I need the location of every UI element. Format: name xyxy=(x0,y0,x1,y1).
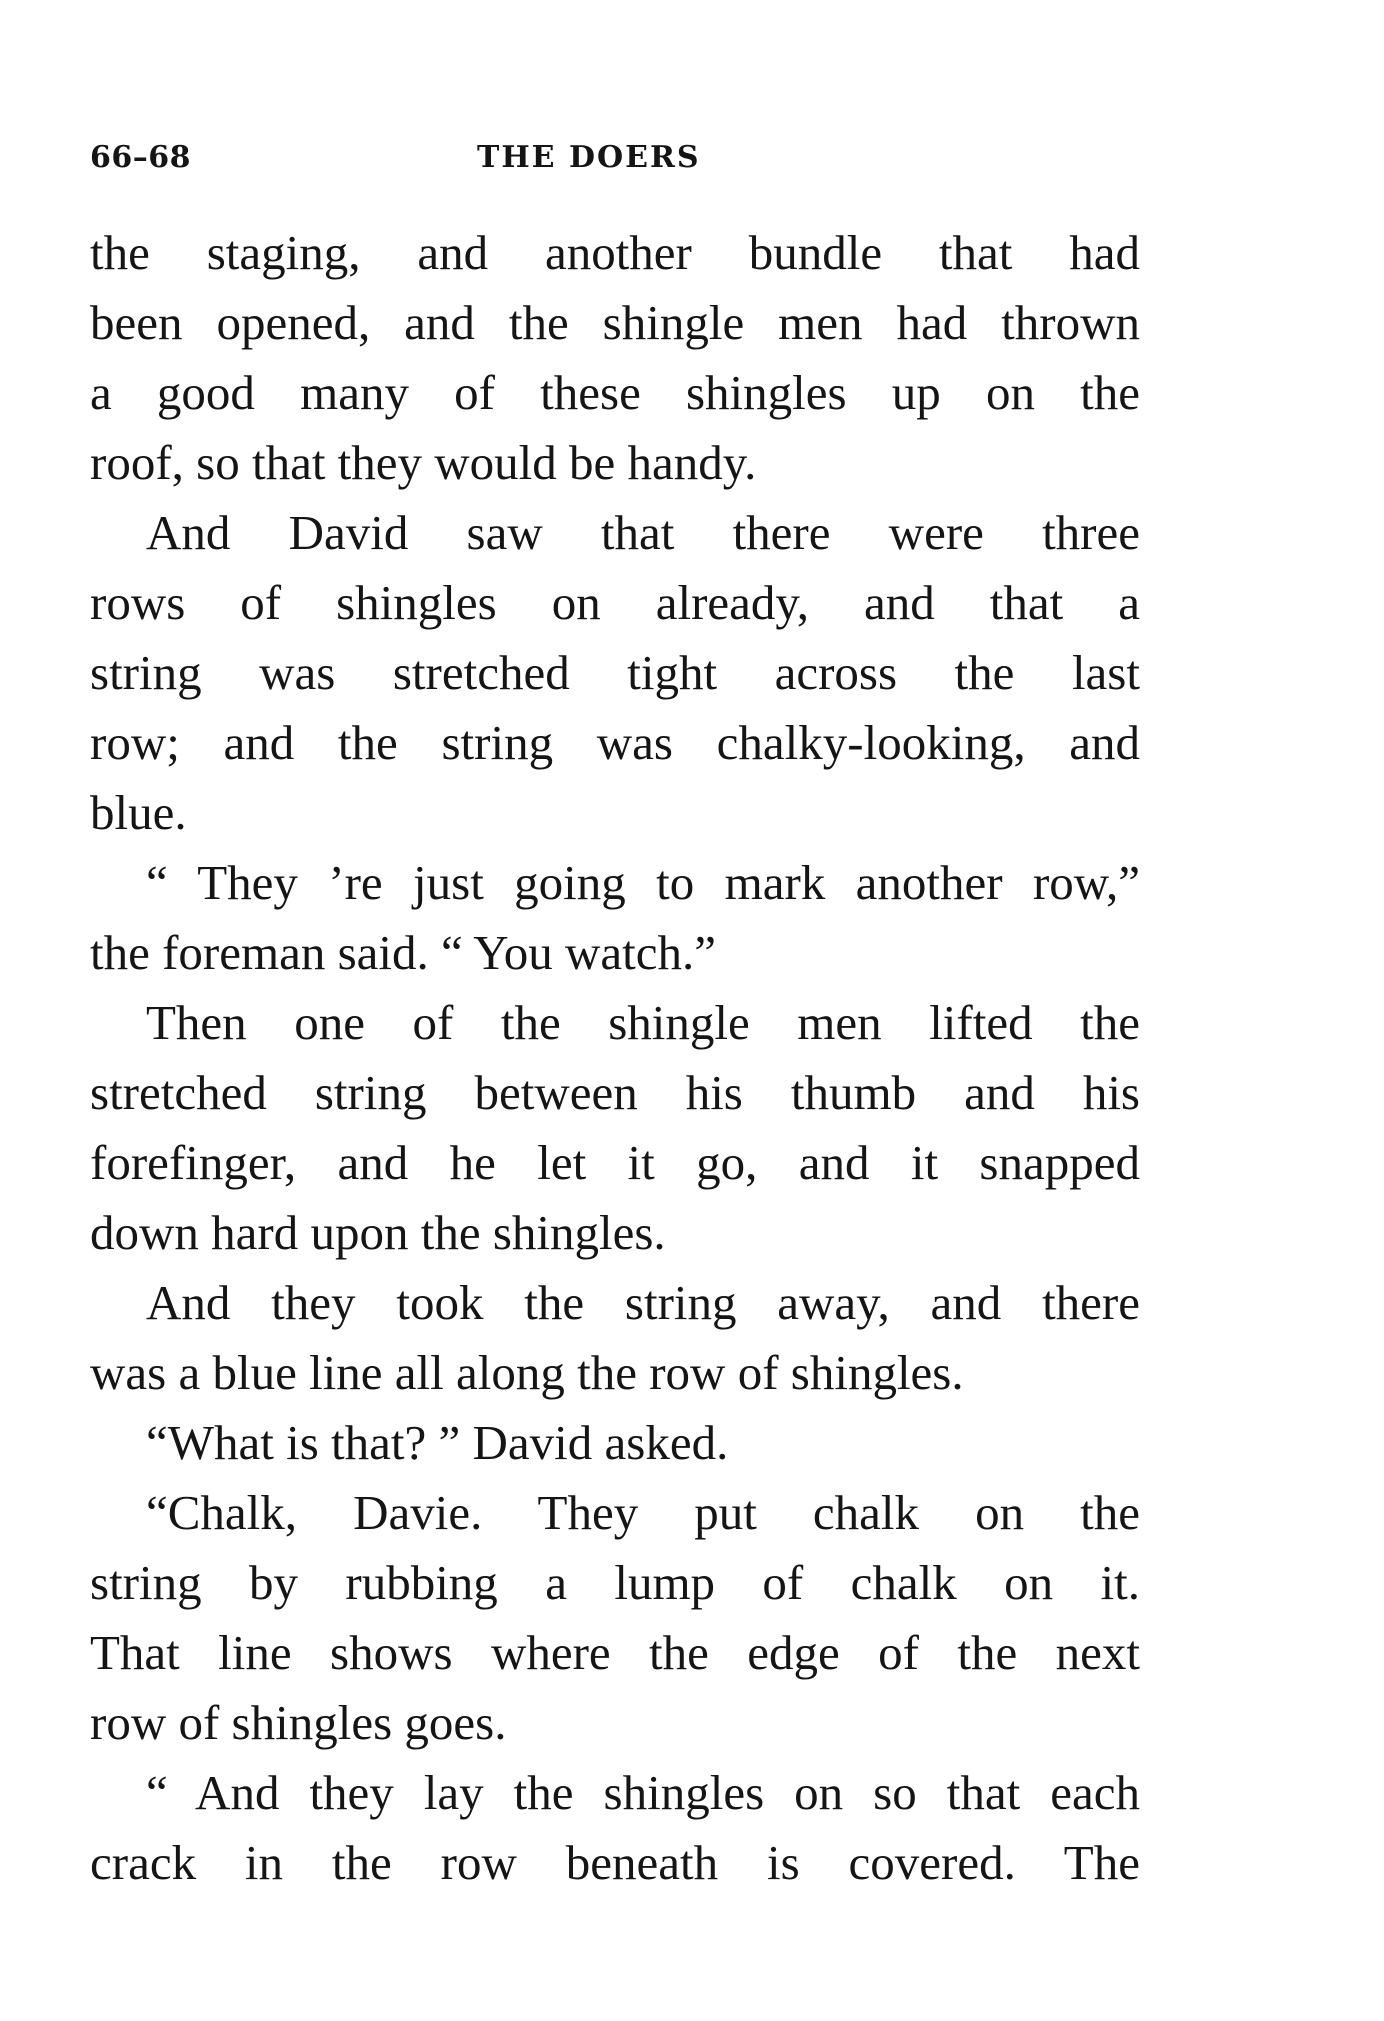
text-line: “What is that? ” David asked. xyxy=(146,1415,729,1470)
text-line: blue. xyxy=(90,785,187,840)
text-line: been opened, and the shingle men had thrown xyxy=(90,295,1140,350)
page-number: 66–68 xyxy=(90,140,191,175)
body-text xyxy=(90,218,1140,1898)
text-line: And they took the string away, and there xyxy=(146,1275,1140,1330)
text-line: “ And they lay the shingles on so that each xyxy=(146,1765,1140,1820)
text-line: That line shows where the edge of the next xyxy=(90,1625,1140,1680)
running-title: THE DOERS xyxy=(477,140,701,175)
text-line: the foreman said. “ You watch.” xyxy=(90,925,716,980)
text-line: rows of shingles on already, and that a xyxy=(90,575,1140,630)
text-line: “ They ’re just going to mark another row,” xyxy=(146,855,1140,910)
running-head xyxy=(90,140,1130,186)
text-line: crack in the row beneath is covered. The xyxy=(90,1835,1140,1890)
text-line: down hard upon the shingles. xyxy=(90,1205,666,1260)
text-line: And David saw that there were three xyxy=(146,505,1140,560)
text-line: row of shingles goes. xyxy=(90,1695,507,1750)
text-line: roof, so that they would be handy. xyxy=(90,435,757,490)
text-line: stretched string between his thumb and his xyxy=(90,1065,1140,1120)
text-line: the staging, and another bundle that had xyxy=(90,225,1140,280)
text-line: string was stretched tight across the last xyxy=(90,645,1140,700)
text-line: was a blue line all along the row of shingles. xyxy=(90,1345,964,1400)
text-line: forefinger, and he let it go, and it snapped xyxy=(90,1135,1140,1190)
text-line: a good many of these shingles up on the xyxy=(90,365,1140,420)
text-line: Then one of the shingle men lifted the xyxy=(146,995,1140,1050)
text-line: string by rubbing a lump of chalk on it. xyxy=(90,1555,1140,1610)
text-line: row; and the string was chalky-looking, and xyxy=(90,715,1140,770)
text-line: “Chalk, Davie. They put chalk on the xyxy=(146,1485,1140,1540)
